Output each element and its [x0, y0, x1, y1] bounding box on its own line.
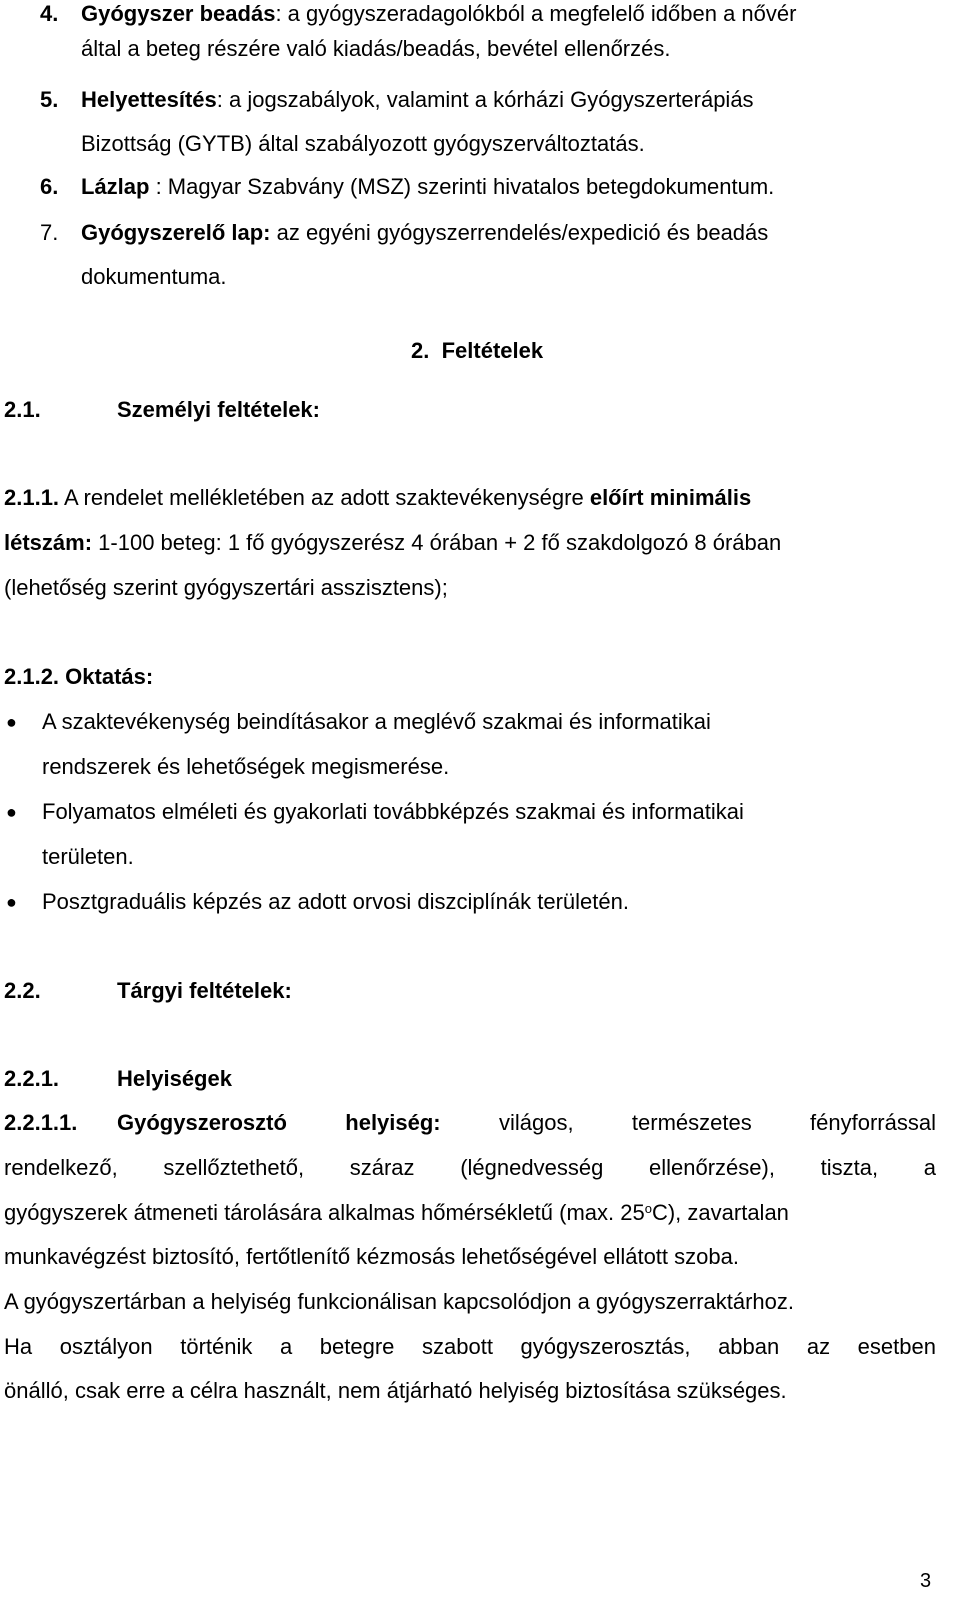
list-term: Gyógyszer beadás [81, 1, 276, 26]
paragraph-line-7: önálló, csak erre a célra használt, nem átjárható helyiség biztosítása szükséges. [4, 1378, 787, 1403]
word: történik [180, 1334, 253, 1359]
paragraph-bold: létszám: [4, 530, 93, 555]
paragraph-line-2 [4, 1154, 936, 1182]
word: gyógyszerosztás, [520, 1334, 691, 1359]
word: abban [718, 1334, 780, 1359]
paragraph-bold: előírt minimális [589, 485, 752, 510]
list-number: 7. [40, 220, 59, 245]
word: természetes [631, 1110, 752, 1135]
word: Ha [4, 1334, 33, 1359]
degree-superscript: o [644, 1201, 652, 1216]
list-text-cont: Bizottság (GYTB) által szabályozott gyógyszerváltoztatás. [81, 131, 645, 156]
section-2-2-1-number: 2.2.1. [4, 1066, 60, 1091]
list-text-cont: által a beteg részére való kiadás/beadás, bevétel ellenőrzés. [81, 36, 671, 61]
word: esetben [857, 1334, 936, 1359]
list-term: Helyettesítés [81, 87, 217, 112]
bullet-text: Folyamatos elméleti és gyakorlati továbbképzés szakmai és informatikai [42, 799, 744, 824]
bullet-text-cont: rendszerek és lehetőségek megismerése. [42, 754, 450, 779]
bullet-icon: ● [6, 802, 17, 822]
word: fényforrással [810, 1110, 936, 1135]
word: a [279, 1334, 293, 1359]
section-title: Feltételek [441, 338, 544, 363]
paragraph-number: 2.2.1.1. [4, 1110, 78, 1135]
paragraph-text: 1-100 beteg: 1 fő gyógyszerész 4 órában + 2 fő szakdolgozó 8 órában [92, 530, 782, 555]
word: (légnedvesség [460, 1155, 604, 1180]
paragraph-text: gyógyszerek átmeneti tárolására alkalmas hőmérsékletű (max. 25 [4, 1200, 645, 1225]
section-2-2-number: 2.2. [4, 978, 41, 1003]
list-term: Gyógyszerelő lap: [81, 220, 271, 245]
word: ellenőrzése), [648, 1155, 775, 1180]
section-2-1-title: Személyi feltételek: [117, 397, 320, 422]
word: Gyógyszerosztó [117, 1110, 287, 1135]
word: szabott [422, 1334, 493, 1359]
paragraph-text: (lehetőség szerint gyógyszertári asszisztens); [4, 575, 448, 600]
word: szellőztethető, [163, 1155, 305, 1180]
paragraph-line-6 [4, 1333, 936, 1361]
bullet-icon: ● [6, 892, 17, 912]
word: rendelkező, [4, 1155, 118, 1180]
section-number: 2. [411, 338, 430, 363]
paragraph-line-5: A gyógyszertárban a helyiség funkcionálisan kapcsolódjon a gyógyszerraktárhoz. [4, 1289, 795, 1314]
page-number: 3 [920, 1570, 932, 1592]
word: az [806, 1334, 831, 1359]
bullet-text: A szaktevékenység beindításakor a meglévő szakmai és informatikai [42, 709, 711, 734]
paragraph-line-3 [4, 1199, 789, 1227]
word: helyiség: [345, 1110, 441, 1135]
list-term: Lázlap [81, 174, 150, 199]
list-number: 6. [40, 174, 59, 199]
section-2-2-1-title: Helyiségek [117, 1066, 232, 1091]
bullet-icon: ● [6, 712, 17, 732]
paragraph-line-1 [117, 1109, 936, 1137]
paragraph-text: A rendelet mellékletében az adott szaktevékenységre [59, 485, 590, 510]
list-text: : Magyar Szabvány (MSZ) szerinti hivatalos betegdokumentum. [149, 174, 775, 199]
bullet-text: Posztgraduális képzés az adott orvosi diszciplínák területén. [42, 889, 629, 914]
word: a [923, 1155, 936, 1180]
word: világos, [498, 1110, 574, 1135]
paragraph-line-4: munkavégzést biztosító, fertőtlenítő kézmosás lehetőségével ellátott szoba. [4, 1244, 739, 1269]
word: száraz [349, 1155, 415, 1180]
list-text: az egyéni gyógyszerrendelés/expedició és beadás [270, 220, 769, 245]
word: betegre [319, 1334, 395, 1359]
list-text: : a jogszabályok, valamint a kórházi Gyógyszerterápiás [216, 87, 754, 112]
list-text-cont: dokumentuma. [81, 264, 227, 289]
section-2-1-number: 2.1. [4, 397, 41, 422]
list-number: 4. [40, 1, 59, 26]
bullet-text-cont: területen. [42, 844, 134, 869]
paragraph-text: C), zavartalan [651, 1200, 789, 1225]
section-2-heading [411, 337, 543, 365]
paragraph-number: 2.1.1. [4, 485, 60, 510]
list-text: : a gyógyszeradagolókból a megfelelő időben a nővér [275, 1, 797, 26]
word: osztályon [59, 1334, 153, 1359]
list-number: 5. [40, 87, 59, 112]
section-2-2-title: Tárgyi feltételek: [117, 978, 292, 1003]
section-2-1-2-heading: 2.1.2. Oktatás: [4, 664, 154, 689]
word: tiszta, [820, 1155, 879, 1180]
